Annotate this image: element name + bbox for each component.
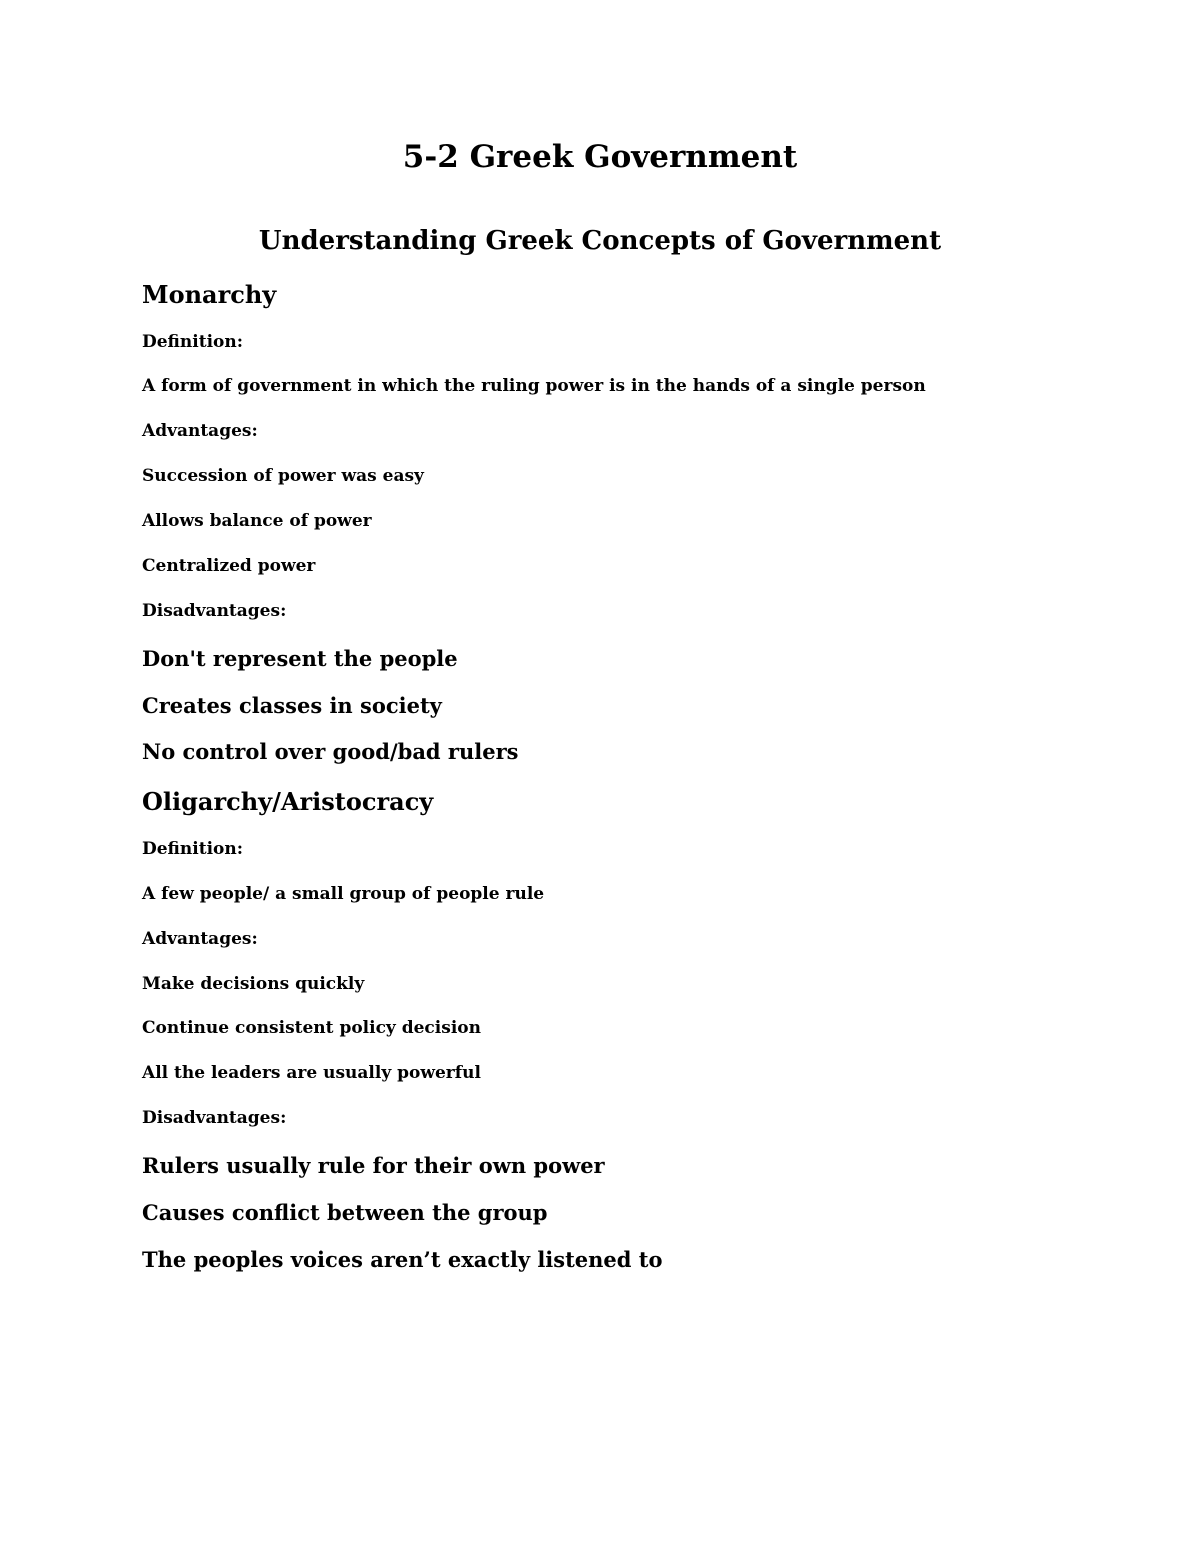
section-heading-oligarchy: Oligarchy/Aristocracy: [142, 787, 434, 816]
advantages-label: Advantages:: [142, 929, 258, 949]
definition-text: A form of government in which the ruling power is in the hands of a single person: [142, 376, 926, 396]
advantage-item: All the leaders are usually powerful: [142, 1063, 481, 1083]
section-heading-monarchy: Monarchy: [142, 280, 277, 309]
disadvantage-item: Rulers usually rule for their own power: [142, 1153, 605, 1178]
disadvantages-label: Disadvantages:: [142, 601, 287, 621]
definition-label: Definition:: [142, 332, 244, 352]
disadvantage-item: Causes conflict between the group: [142, 1200, 548, 1225]
advantage-item: Allows balance of power: [142, 511, 372, 531]
disadvantage-item: The peoples voices aren’t exactly listened to: [142, 1247, 663, 1272]
disadvantage-item: Don't represent the people: [142, 646, 458, 671]
advantage-item: Succession of power was easy: [142, 466, 424, 486]
disadvantages-label: Disadvantages:: [142, 1108, 287, 1128]
disadvantage-item: Creates classes in society: [142, 693, 442, 718]
definition-label: Definition:: [142, 839, 244, 859]
page-title: 5-2 Greek Government: [402, 139, 798, 175]
advantages-label: Advantages:: [142, 421, 258, 441]
advantage-item: Continue consistent policy decision: [142, 1018, 481, 1038]
disadvantage-item: No control over good/bad rulers: [142, 739, 519, 764]
advantage-item: Centralized power: [142, 556, 316, 576]
page-subtitle: Understanding Greek Concepts of Government: [258, 226, 942, 256]
advantage-item: Make decisions quickly: [142, 974, 365, 994]
definition-text: A few people/ a small group of people rule: [142, 884, 545, 904]
